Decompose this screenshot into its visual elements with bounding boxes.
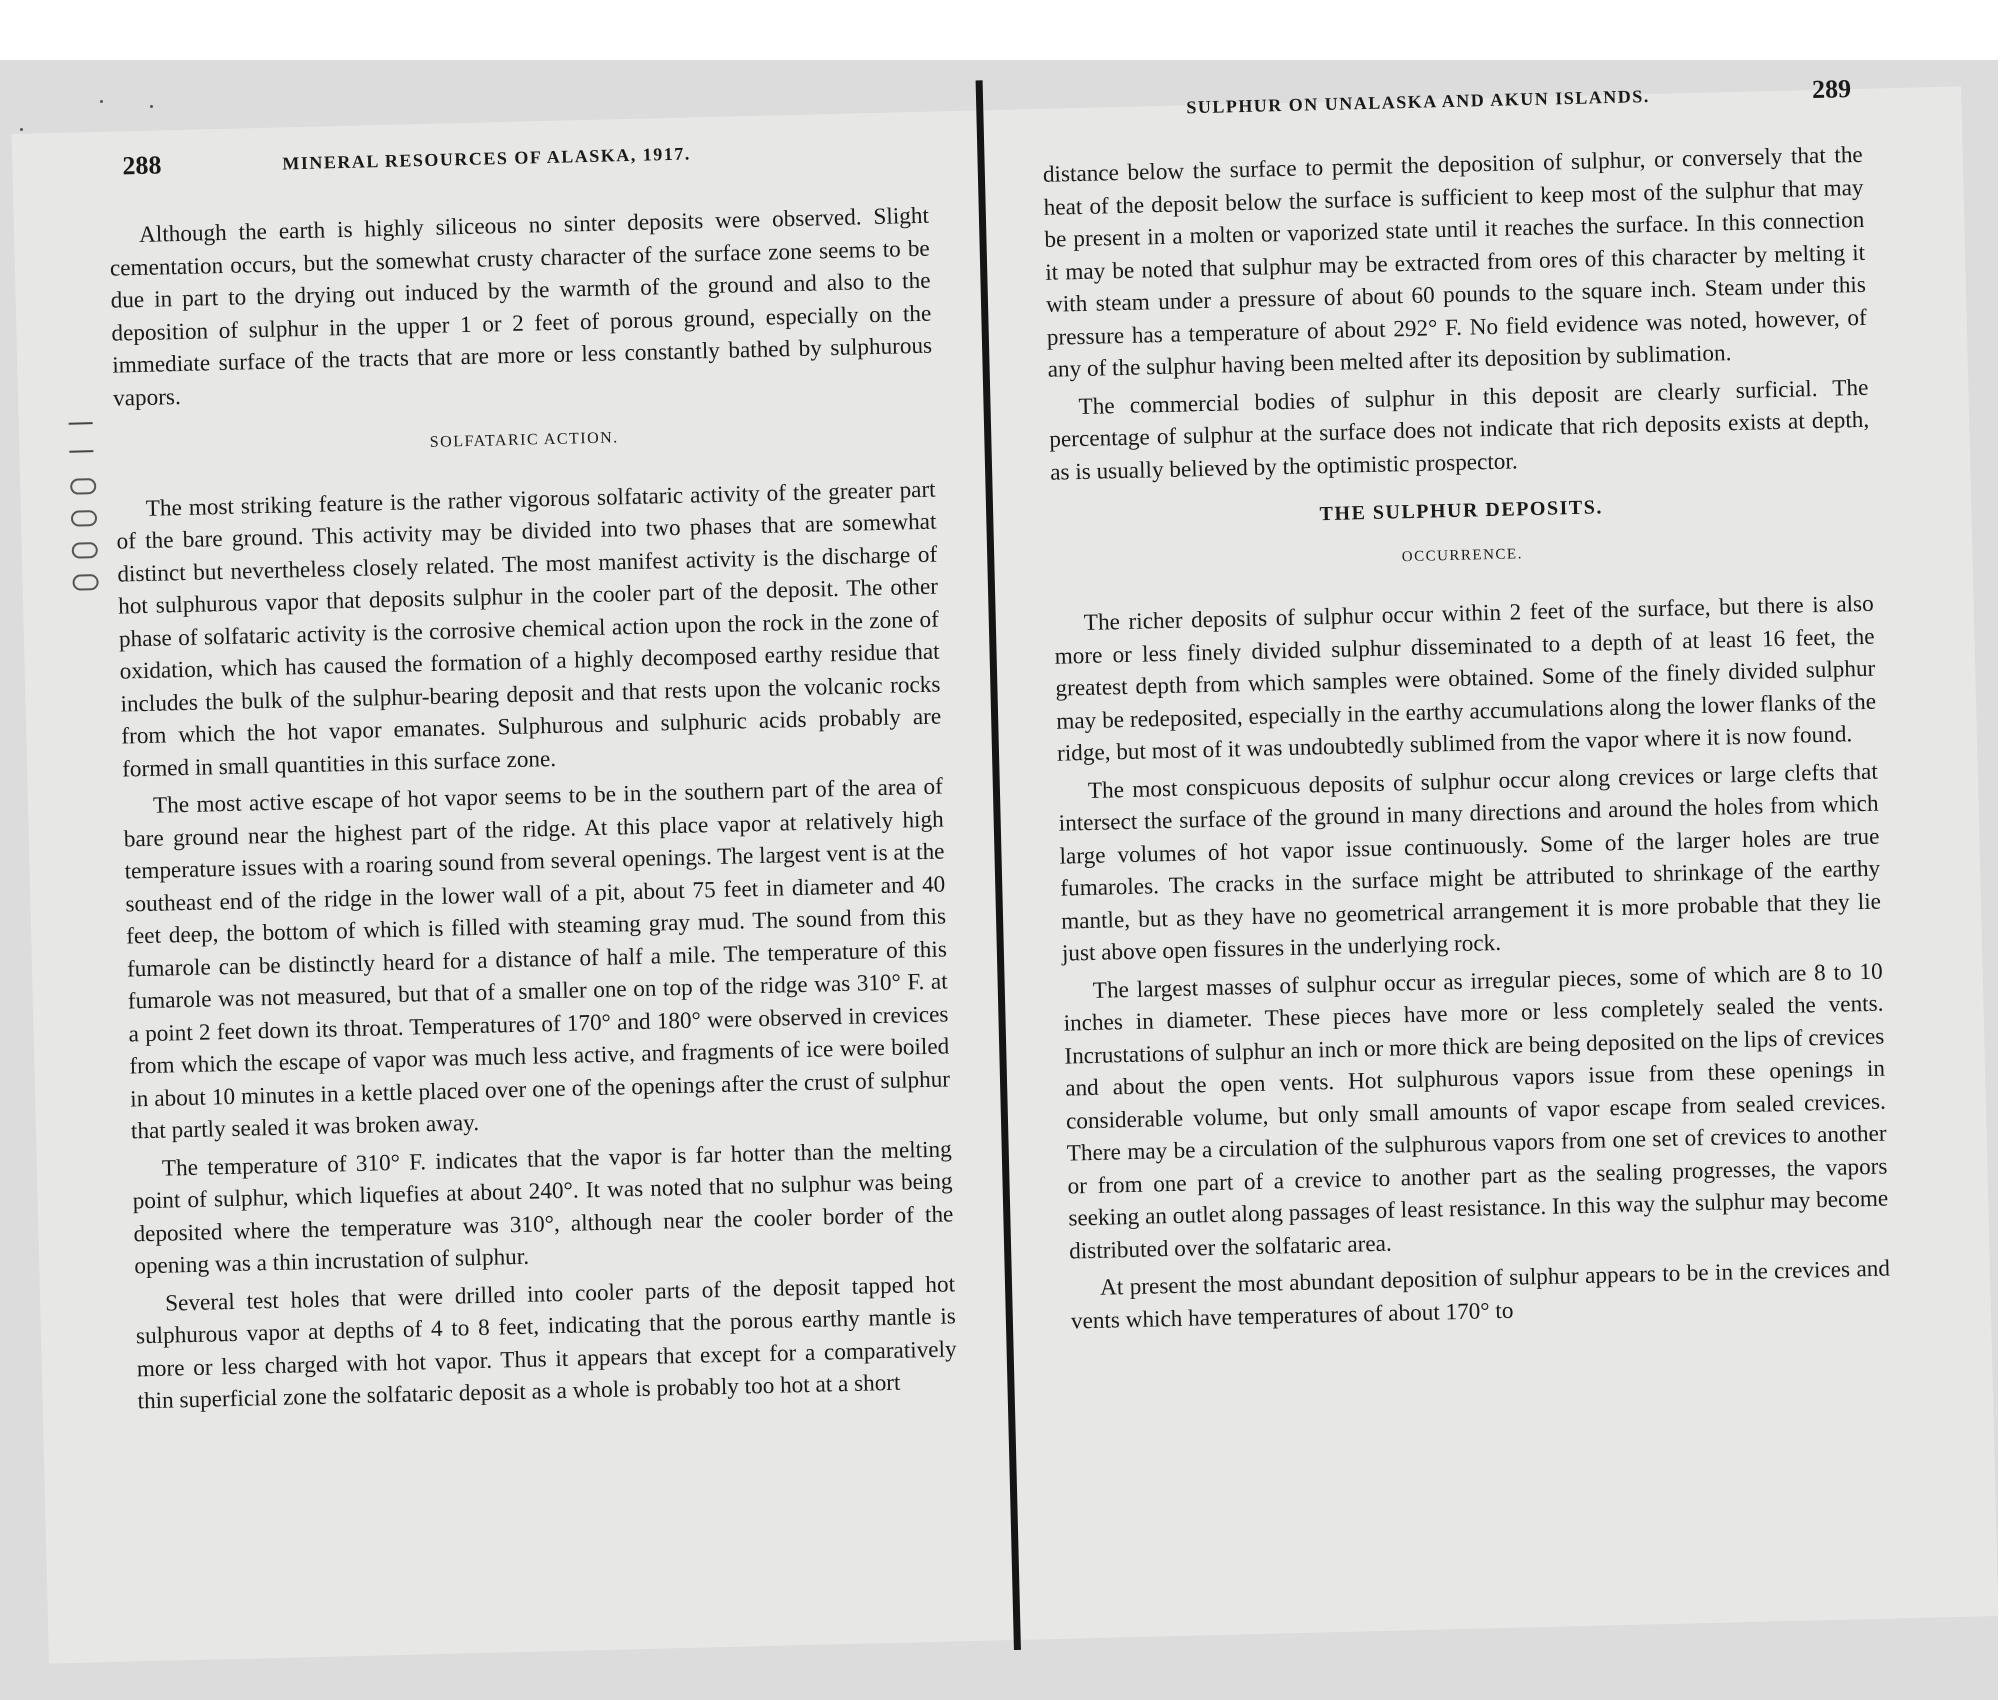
left-header-title: MINERAL RESOURCES OF ALASKA, 1917. (282, 143, 691, 174)
paragraph: The most conspicuous deposits of sulphur occur along crevices or large clefts that intersect the surface of the ground in many directions and around the holes from which large volumes of hot vapor issue continuously. Some of the larger holes are true fumaroles. The cracks in the surface might be attributed to shrinkage of the earthy mantle, but as they have no geometrical arrangement it is more probable that they lie just above open fissures in the underlying rock. (1058, 758, 1882, 967)
left-body (109, 200, 958, 1418)
paragraph: The most active escape of hot vapor seems to be in the southern part of the area of bare ground near the highest part of the ridge. At this place vapor at relatively high temperature issues with a roaring sound from several openings. The largest vent is at the southeast end of the ridge in the lower wall of a pit, about 75 feet in diameter and 40 feet deep, the bottom of which is filled with steaming gray mud. The sound from this fumarole can be distinctly heard for a distance of half a mile. The temperature of this fumarole was not measured, but that of a smaller one on top of the ridge was 310° F. at a point 2 feet down its throat. Temperatures of 170° and 180° were observed in crevices from which the escape of vapor was much less active, and fragments of ice were boiled in about 10 minutes in a kettle placed over one of the openings after the crust of sulphur that partly sealed it was broken away. (123, 773, 951, 1145)
margin-ring-mark (72, 542, 98, 559)
scan-speck (20, 128, 23, 131)
major-heading: THE SULPHUR DEPOSITS. (1319, 496, 1604, 526)
book-gutter (976, 80, 1021, 1650)
right-header-title: SULPHUR ON UNALASKA AND AKUN ISLANDS. (1186, 86, 1650, 118)
paragraph: The most striking feature is the rather vigorous solfataric activity of the greater part of the bare ground. This activity may be divided into two phases that are somewhat distinct but nevertheless closely related. The most manifest activity is the discharge of hot sulphurous vapor that deposits sulphur in the cooler part of the deposit. The other phase of solfataric activity is the corrosive chemical action upon the rock in the zone of oxidation, which has caused the formation of a highly decomposed earthy residue that includes the bulk of the sulphur-bearing deposit and that rests upon the volcanic rocks from which the hot vapor emanates. Sulphurous and sulphuric acids probably are formed in small quantities in this surface zone. (116, 476, 942, 783)
opening-paragraph: Although the earth is highly siliceous no sinter deposits were observed. Slight cementation occurs, but the somewhat crusty character of the surface zone seems to be due in part to the drying out induced by the warmth of the ground and also to the deposition of sulphur in the upper 1 or 2 feet of porous ground, especially on the immediate surface of the tracts that are more or less constantly bathed by sulphurous vapors. (109, 202, 933, 412)
continued-paragraph: distance below the surface to permit the deposition of sulphur, or conversely that the heat of the deposit below the surface is sufficient to keep most of the sulphur that may be present in a molten or vaporized state until it reaches the surface. In this connection it may be noted that sulphur may be extracted from ores of this character by melting it with steam under a pressure of about 60 pounds to the square inch. Steam under this pressure has a temperature of about 292° F. No field evidence was noted, however, of any of the sulphur having been melted after its deposition by sublimation. (1042, 141, 1867, 383)
margin-ring-mark (71, 510, 97, 527)
right-body (1043, 139, 1892, 1338)
paragraph: The temperature of 310° F. indicates that the vapor is far hotter than the melting point of sulphur, which liquefies at about 240°. It was noted that no sulphur was being deposited where the temperature was 310°, although near the cooler border of the opening was a thin incrustation of sulphur. (132, 1135, 954, 1280)
paragraph: At present the most abundant deposition of sulphur appears to be in the crevices and vents which have temperatures of about 170° to (1070, 1255, 1891, 1335)
margin-dash-mark (69, 422, 93, 425)
book-spread (12, 74, 1999, 1663)
right-page (1041, 74, 1891, 1343)
paragraph: Several test holes that were drilled into cooler parts of the deposit tapped hot sulphurous vapor at depths of 4 to 8 feet, indicating that the porous earthy mantle is more or less charged with hot vapor. Thus it appears that except for a comparatively thin superficial zone the solfataric deposit as a whole is probably too hot at a short (135, 1270, 957, 1415)
paragraph: The largest masses of sulphur occur as irregular pieces, some of which are 8 to 10 inches in diameter. These pieces have more or less completely sealed the vents. Incrustations of sulphur an inch or more thick are being deposited on the lips of crevices and about the open vents. Hot sulphurous vapors issue from these openings in considerable volume, but only small amounts of vapor escape from sealed crevices. There may be a circulation of the sulphurous vapors from one set of crevices to another or from one part of a crevice to another part as the sealing progresses, the vapors seeking an outlet along passages of least resistance. In this way the sulphur may become distributed over the solfataric area. (1063, 958, 1889, 1265)
section-heading: SOLFATARIC ACTION. (429, 429, 619, 451)
scan-speck (100, 100, 103, 103)
left-page (107, 112, 958, 1423)
minor-heading: OCCURRENCE. (1401, 545, 1524, 565)
right-page-number: 289 (1811, 74, 1852, 105)
paragraph: The richer deposits of sulphur occur within 2 feet of the surface, but there is also more or less finely divided sulphur disseminated to a depth of at least 16 feet, the greatest depth from which samples were obtained. Some of the finely divided sulphur may be redeposited, especially in the earthy accumulations along the lower flanks of the ridge, but most of it was undoubtedly sublimed from the vapor where it is now found. (1054, 590, 1877, 767)
margin-marks (69, 422, 97, 607)
margin-ring-mark (70, 478, 96, 495)
paragraph: The commercial bodies of sulphur in this deposit are clearly surficial. The percentage of sulphur at the surface does not indicate that rich deposits exists at depth, as is usually believed by the optimistic prospector. (1049, 374, 1870, 486)
margin-ring-mark (72, 574, 98, 591)
scan-speck (150, 105, 153, 108)
left-page-number: 288 (122, 150, 162, 181)
margin-dash-mark (69, 450, 93, 453)
